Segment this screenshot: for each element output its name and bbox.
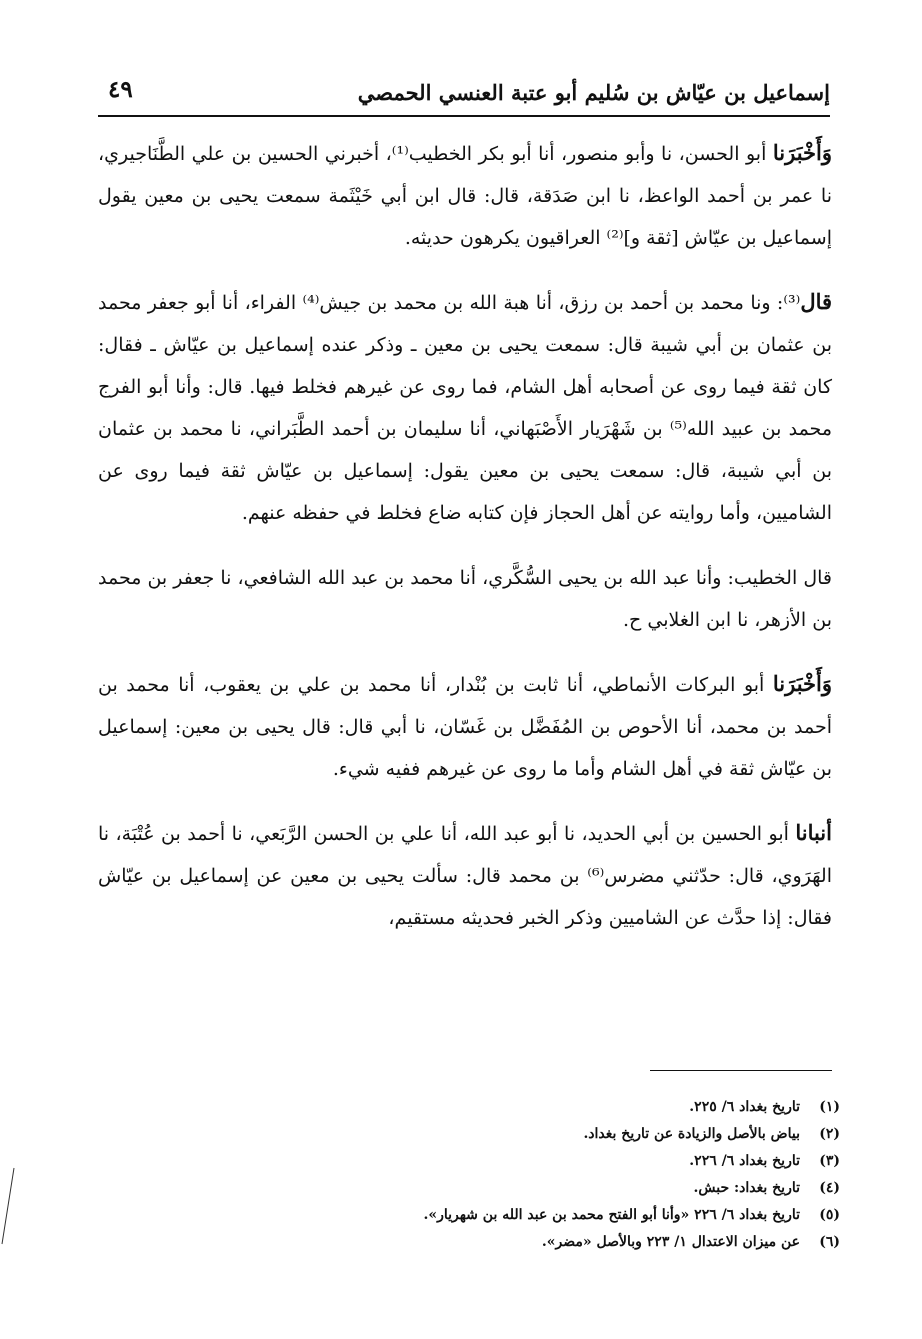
footnote-text: بياض بالأصل والزيادة عن تاريخ بغداد. <box>583 1126 800 1142</box>
paragraph-text: ⁽³⁾: ونا محمد بن أحمد بن رزق، أنا هبة الله بن محمد بن جيش⁽⁴⁾ الفراء، أنا أبو جعفر محمد بن عثمان بن أبي شيبة قال: سمعت يحيى بن معين ـ وذكر عنده إسماعيل بن عيّاش ـ فقال: كان ثقة فيما روى عن أصحابه أهل الشام، فما روى عن غيرهم فخلط فيها. قال: وأنا أبو الفرج محمد بن عبيد الله⁽⁵⁾ بن شَهْرَيار الأَصْبَهاني، أنا سليمان بن أحمد الطَّبَراني، نا محمد بن عثمان بن أبي شيبة، قال: سمعت يحيى بن معين يقول: إسماعيل بن عيّاش ثقة فيما روى عن الشاميين، وأما روايته عن أهل الحجاز فإن كتابه ضاع فخلط في حفظه عنهم. <box>98 292 832 524</box>
footnote-text: تاريخ بغداد ٦/ ٢٢٥. <box>689 1099 800 1115</box>
paragraph-lead: وَأَخْبَرَنا <box>772 671 832 696</box>
footnote-separator <box>650 1070 832 1071</box>
paragraph-text: أبو الحسن، نا وأبو منصور، أنا أبو بكر الخطيب⁽¹⁾، أخبرني الحسين بن علي الطَّنَاجيري، نا عمر بن أحمد الواعظ، نا ابن صَدَقة، قال: قال ابن أبي خَيْثَمة سمعت يحيى بن معين يقول إسماعيل بن عيّاش [ثقة و]⁽²⁾ العراقيون يكرهون حديثه. <box>98 143 832 249</box>
footnote-number: (٥) <box>819 1207 840 1223</box>
footnote-number: (٤) <box>819 1180 840 1196</box>
header-rule <box>98 115 830 117</box>
footnote <box>150 1094 840 1121</box>
footnote-number: (٣) <box>819 1153 840 1169</box>
footnote <box>150 1202 840 1229</box>
running-title: إسماعيل بن عيّاش بن سُليم أبو عتبة العنسي الحمصي <box>357 80 830 105</box>
paragraph <box>98 281 832 534</box>
margin-mark <box>0 1166 18 1246</box>
paragraph-lead: وَأَخْبَرَنا <box>772 140 832 165</box>
main-text <box>98 132 832 939</box>
paragraph-text: أبو البركات الأنماطي، أنا ثابت بن بُنْدار، أنا محمد بن علي بن يعقوب، أنا محمد بن أحمد بن محمد، أنا الأحوص بن المُفَضَّل بن غَسّان، نا أبي قال: قال يحيى بن معين: إسماعيل بن عيّاش ثقة في أهل الشام وأما ما روى عن غيرهم ففيه شيء. <box>98 674 832 780</box>
footnotes <box>150 1094 840 1256</box>
footnote <box>150 1121 840 1148</box>
paragraph <box>98 812 832 939</box>
paragraph-text: أبو الحسين بن أبي الحديد، نا أبو عبد الله، أنا علي بن الحسن الرَّبَعي، نا أحمد بن عُتْبَة، نا الهَرَوي، قال: حدّثني مضرس⁽⁶⁾ بن محمد قال: سألت يحيى بن معين عن إسماعيل بن عيّاش فقال: إذا حدَّث عن الشاميين وذكر الخبر فحديثه مستقيم، <box>98 823 832 929</box>
paragraph-lead: أنبانا <box>795 820 832 845</box>
footnote <box>150 1229 840 1256</box>
footnote-text: تاريخ بغداد ٦/ ٢٢٦ «وأنا أبو الفتح محمد بن عبد الله بن شهريار». <box>423 1207 800 1223</box>
footnote-number: (٦) <box>819 1234 840 1250</box>
paragraph <box>98 556 832 641</box>
footnote-number: (٢) <box>819 1126 840 1142</box>
footnote <box>150 1148 840 1175</box>
paragraph-text: قال الخطيب: وأنا عبد الله بن يحيى السُّكَّري، أنا محمد بن عبد الله الشافعي، نا جعفر بن محمد بن الأزهر، نا ابن الغلابي ح. <box>98 567 832 631</box>
paragraph <box>98 663 832 790</box>
footnote-text: عن ميزان الاعتدال ١/ ٢٢٣ وبالأصل «مضر». <box>541 1234 800 1250</box>
footnote <box>150 1175 840 1202</box>
footnote-number: (١) <box>819 1099 840 1115</box>
footnote-text: تاريخ بغداد: حبش. <box>693 1180 800 1196</box>
footnote-text: تاريخ بغداد ٦/ ٢٢٦. <box>689 1153 800 1169</box>
page-number: ٤٩ <box>108 76 133 103</box>
paragraph <box>98 132 832 259</box>
paragraph-lead: قال <box>800 289 833 314</box>
page-header <box>98 76 830 116</box>
